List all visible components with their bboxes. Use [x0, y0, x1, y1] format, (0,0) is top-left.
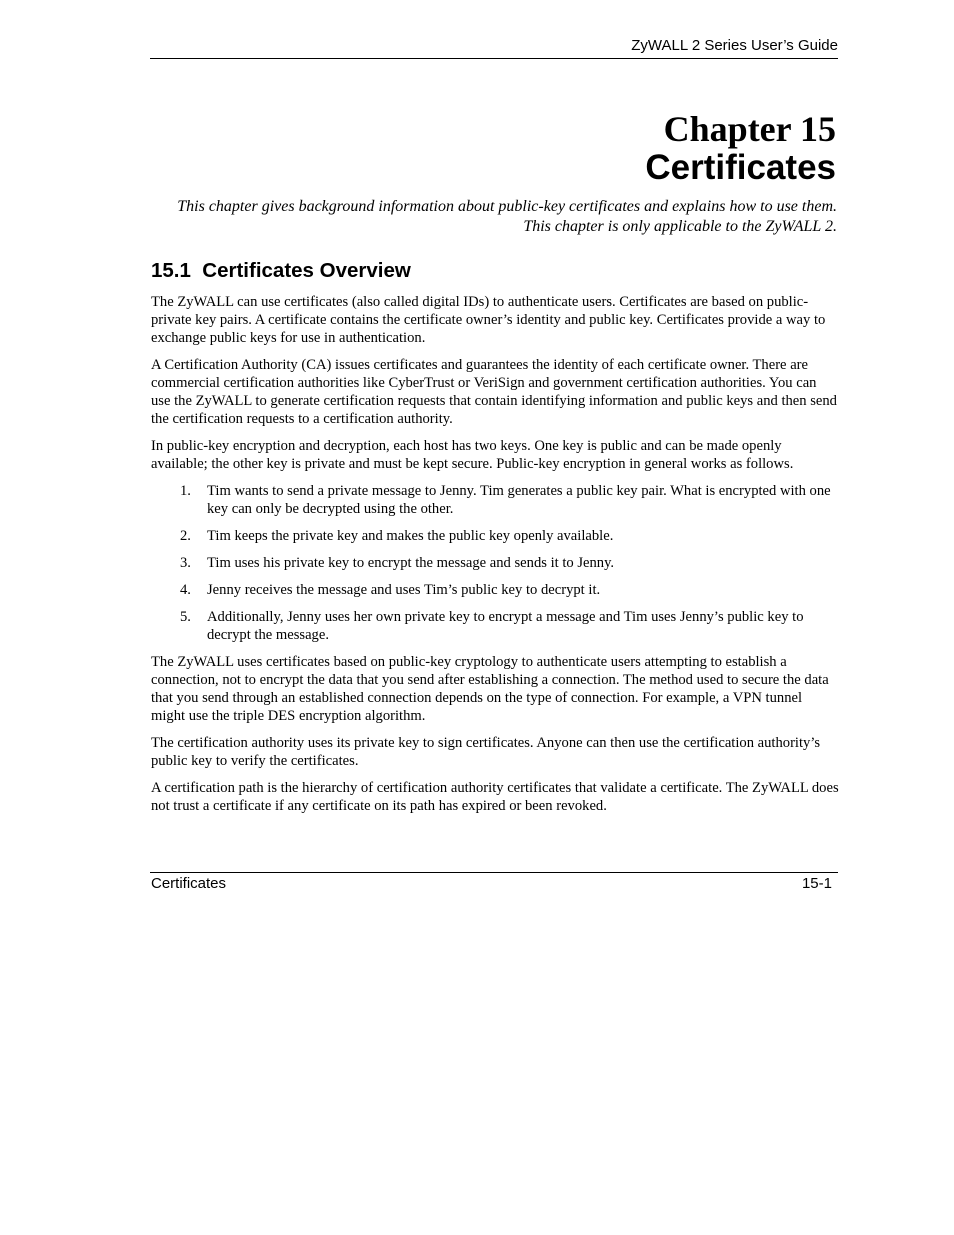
list-item-number: 3.: [180, 555, 191, 571]
list-item: [151, 554, 839, 572]
chapter-title: Certificates: [645, 148, 836, 187]
running-header: ZyWALL 2 Series User’s Guide: [631, 37, 838, 54]
chapter-intro: This chapter gives background information about public-key certificates and explains how to use them. This chapter is only applicable to the ZyWALL 2.: [177, 198, 837, 235]
paragraph: A Certification Authority (CA) issues certificates and guarantees the identity of each certificate owner. There are commercial certification authorities like CyberTrust or VeriSign and government certification authorities. You can use the ZyWALL to generate certification requests that contain identifying information and public keys and then send the certification requests to a certification authority.: [151, 357, 837, 427]
footer-rule: [150, 872, 838, 873]
list-item: [151, 581, 839, 599]
list-item: [151, 482, 839, 518]
list-item-number: 1.: [180, 483, 191, 499]
paragraph: The ZyWALL can use certificates (also called digital IDs) to authenticate users. Certificates are based on public-private key pairs. A certificate contains the certificate owner’s identity and public key. Certificates provide a way to exchange public keys for use in authentication.: [151, 294, 826, 346]
section-heading: 15.1 Certificates Overview: [151, 259, 411, 282]
list-item-number: 4.: [180, 582, 191, 598]
list-item-number: 5.: [180, 609, 191, 625]
header-rule: [150, 58, 838, 59]
list-item-text: Jenny receives the message and uses Tim’s public key to decrypt it.: [207, 582, 601, 598]
section-body: [151, 293, 839, 824]
chapter-number: Chapter 15: [663, 109, 836, 149]
paragraph: In public-key encryption and decryption, each host has two keys. One key is public and can be made openly available; the other key is private and must be kept secure. Public-key encryption in general works as follows.: [151, 438, 794, 472]
paragraph: The ZyWALL uses certificates based on public-key cryptology to authenticate users attempting to establish a connection, not to encrypt the data that you send after establishing a connection. The method used to secure the data that you send through an established connection depends on the type of connection. For example, a VPN tunnel might use the triple DES encryption algorithm.: [151, 654, 829, 724]
list-item-number: 2.: [180, 528, 191, 544]
paragraph: A certification path is the hierarchy of certification authority certificates that validate a certificate. The ZyWALL does not trust a certificate if any certificate on its path has expired or been revoked.: [151, 780, 839, 814]
list-item: [151, 527, 839, 545]
list-item-text: Tim keeps the private key and makes the public key openly available.: [207, 528, 614, 544]
paragraph: The certification authority uses its private key to sign certificates. Anyone can then use the certification authority’s public key to verify the certificates.: [151, 735, 821, 769]
footer-page-number: 15-1: [801, 875, 832, 892]
footer-section-name: Certificates: [151, 875, 227, 892]
list-item: [151, 608, 839, 644]
steps-list: [151, 482, 839, 644]
list-item-text: Additionally, Jenny uses her own private key to encrypt a message and Tim uses Jenny’s public key to decrypt the message.: [207, 609, 804, 643]
list-item-text: Tim wants to send a private message to Jenny. Tim generates a public key pair. What is encrypted with one key can only be decrypted using the other.: [207, 483, 831, 517]
list-item-text: Tim uses his private key to encrypt the message and sends it to Jenny.: [207, 555, 615, 571]
